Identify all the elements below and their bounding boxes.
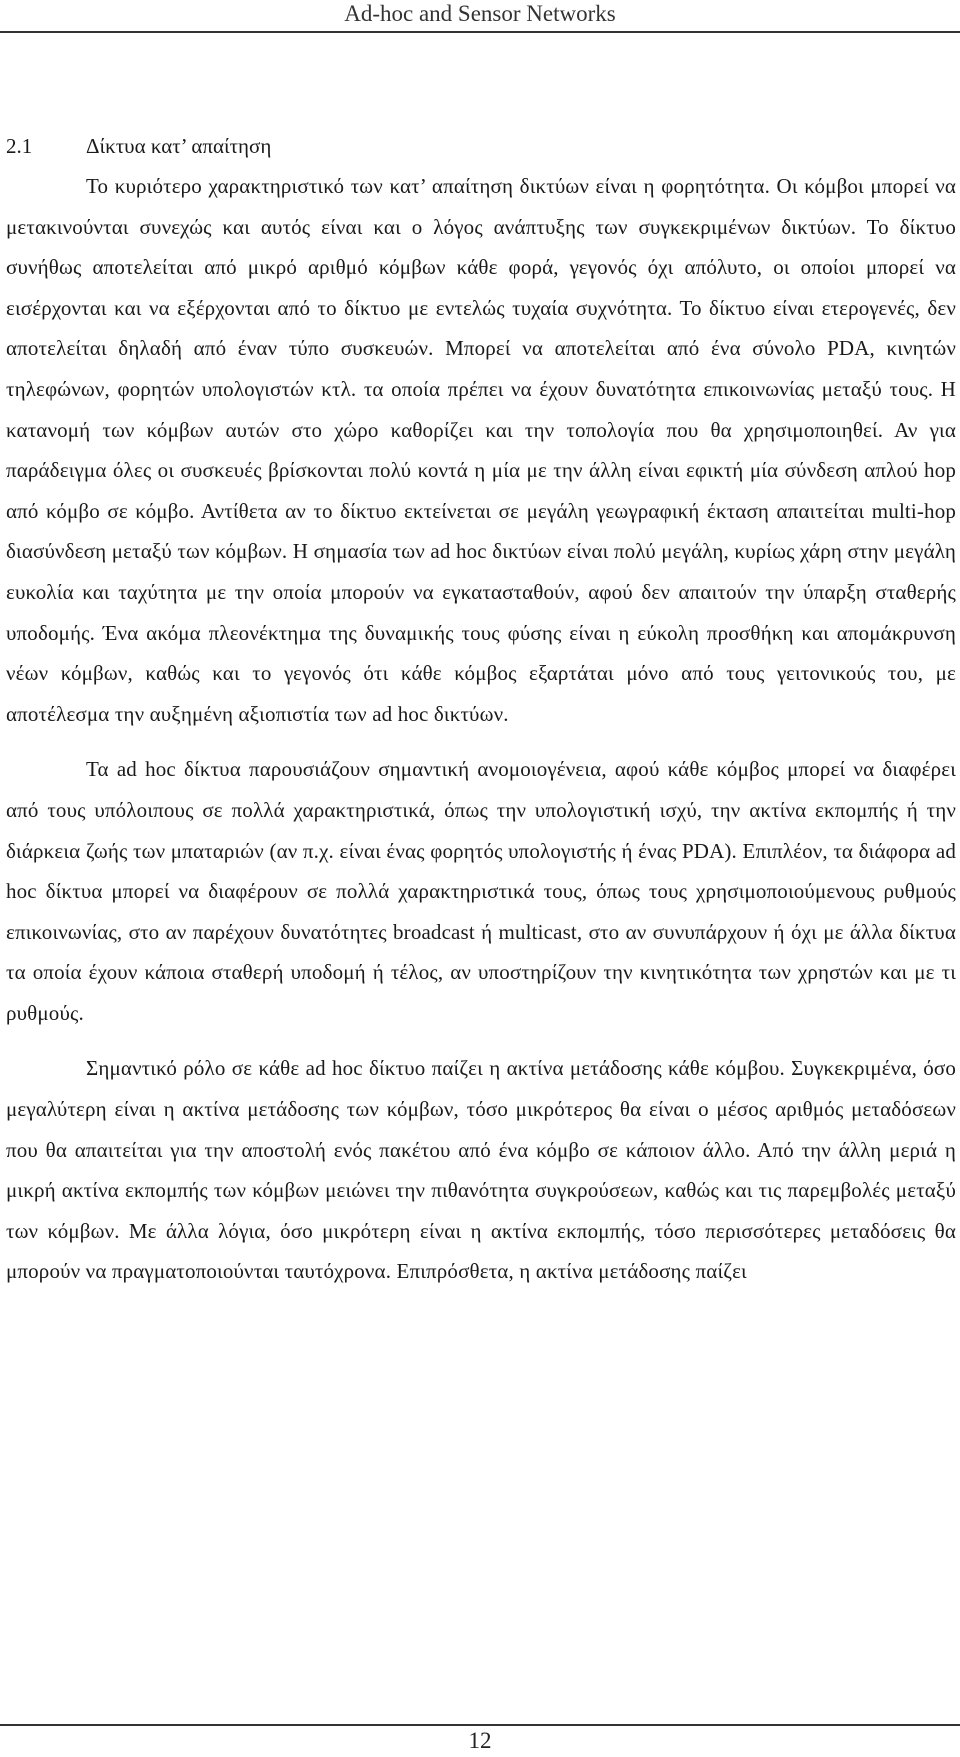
paragraph-1: Το κυριότερο χαρακτηριστικό των κατ’ απαίτηση δικτύων είναι η φορητότητα. Οι κόμβοι μπορεί να μετακινούνται συνεχώς και αυτός είναι και ο λόγος ανάπτυξης των συγκεκριμένων δικτύων. Το δίκτυο συνήθως αποτελείται από μικρό αριθμό κόμβων κάθε φορά, γεγονός όχι απόλυτο, οι οποίοι μπορεί να εισέρχονται και να εξέρχονται από το δίκτυο με εντελώς τυχαία συχνότητα. Το δίκτυο είναι ετερογενές, δεν αποτελείται δηλαδή από έναν τύπο συσκευών. Μπορεί να αποτελείται από ένα σύνολο PDA, κινητών τηλεφώνων, φορητών υπολογιστών κτλ. τα οποία πρέπει να έχουν δυνατότητα επικοινωνίας μεταξύ τους. Η κατανομή των κόμβων αυτών στο χώρο καθορίζει και την τοπολογία που θα χρησιμοποιηθεί. Αν για παράδειγμα όλες οι συσκευές βρίσκονται πολύ κοντά η μία με την άλλη είναι εφικτή μία σύνδεση απλού hop από κόμβο σε κόμβο. Αντίθετα αν το δίκτυο εκτείνεται σε μεγάλη γεωγραφική έκταση απαιτείται multi-hop διασύνδεση μεταξύ των κόμβων. Η σημασία των ad hoc δικτύων είναι πολύ μεγάλη, κυρίως χάρη στην μεγάλη ευκολία και ταχύτητα με την οποία μπορούν να εγκατασταθούν, αφού δεν απαιτούν την ύπαρξη σταθερής υποδομής. Ένα ακόμα πλεονέκτημα της δυναμικής τους φύσης είναι η εύκολη προσθήκη και απομάκρυνση νέων κόμβων, καθώς και το γεγονός ότι κάθε κόμβος εξαρτάται μόνο από τους γειτονικούς του, με αποτέλεσμα την αυξημένη αξιοπιστία των ad hoc δικτύων. bbox=[6, 174, 956, 726]
header-rule bbox=[0, 31, 960, 33]
section-title: Δίκτυα κατ’ απαίτηση bbox=[86, 134, 272, 158]
page-number: 12 bbox=[468, 1728, 492, 1753]
running-header: Ad-hoc and Sensor Networks bbox=[344, 1, 616, 26]
paragraph-3: Σημαντικό ρόλο σε κάθε ad hoc δίκτυο παίζει η ακτίνα μετάδοσης κάθε κόμβου. Συγκεκριμένα, όσο μεγαλύτερη είναι η ακτίνα μετάδοσης των κόμβων, τόσο μικρότερος θα είναι ο μέσος αριθμός μεταδόσεων που θα απαιτείται για την αποστολή ενός πακέτου από ένα κόμβο σε κάποιον άλλο. Από την άλλη μεριά η μικρή ακτίνα εκπομπής των κόμβων μειώνει την πιθανότητα συγκρούσεων, καθώς και τις παρεμβολές μεταξύ των κόμβων. Με άλλα λόγια, όσο μικρότερη είναι η ακτίνα εκπομπής, τόσο περισσότερες μεταδόσεις θα μπορούν να πραγματοποιούνται ταυτόχρονα. Επιπρόσθετα, η ακτίνα μετάδοσης παίζει bbox=[6, 1056, 956, 1284]
footer-rule bbox=[0, 1724, 960, 1726]
page-body bbox=[6, 126, 956, 1292]
section-number: 2.1 bbox=[6, 134, 33, 158]
paragraph-2: Τα ad hoc δίκτυα παρουσιάζουν σημαντική ανομοιογένεια, αφού κάθε κόμβος μπορεί να διαφέρει από τους υπόλοιπους σε πολλά χαρακτηριστικά, όπως την υπολογιστική ισχύ, την ακτίνα εκπομπής ή την διάρκεια ζωής των μπαταριών (αν π.χ. είναι ένας φορητός υπολογιστής ή ένας PDA). Επιπλέον, τα διάφορα ad hoc δίκτυα μπορεί να διαφέρουν σε πολλά χαρακτηριστικά τους, όπως τους χρησιμοποιούμενους ρυθμούς επικοινωνίας, στο αν παρέχουν δυνατότητες broadcast ή multicast, στο αν συνυπάρχουν ή όχι με άλλα δίκτυα τα οποία έχουν κάποια σταθερή υποδομή ή τέλος, αν υποστηρίζουν την κινητικότητα των χρηστών και με τι ρυθμούς. bbox=[6, 757, 956, 1025]
section-heading bbox=[6, 126, 956, 166]
